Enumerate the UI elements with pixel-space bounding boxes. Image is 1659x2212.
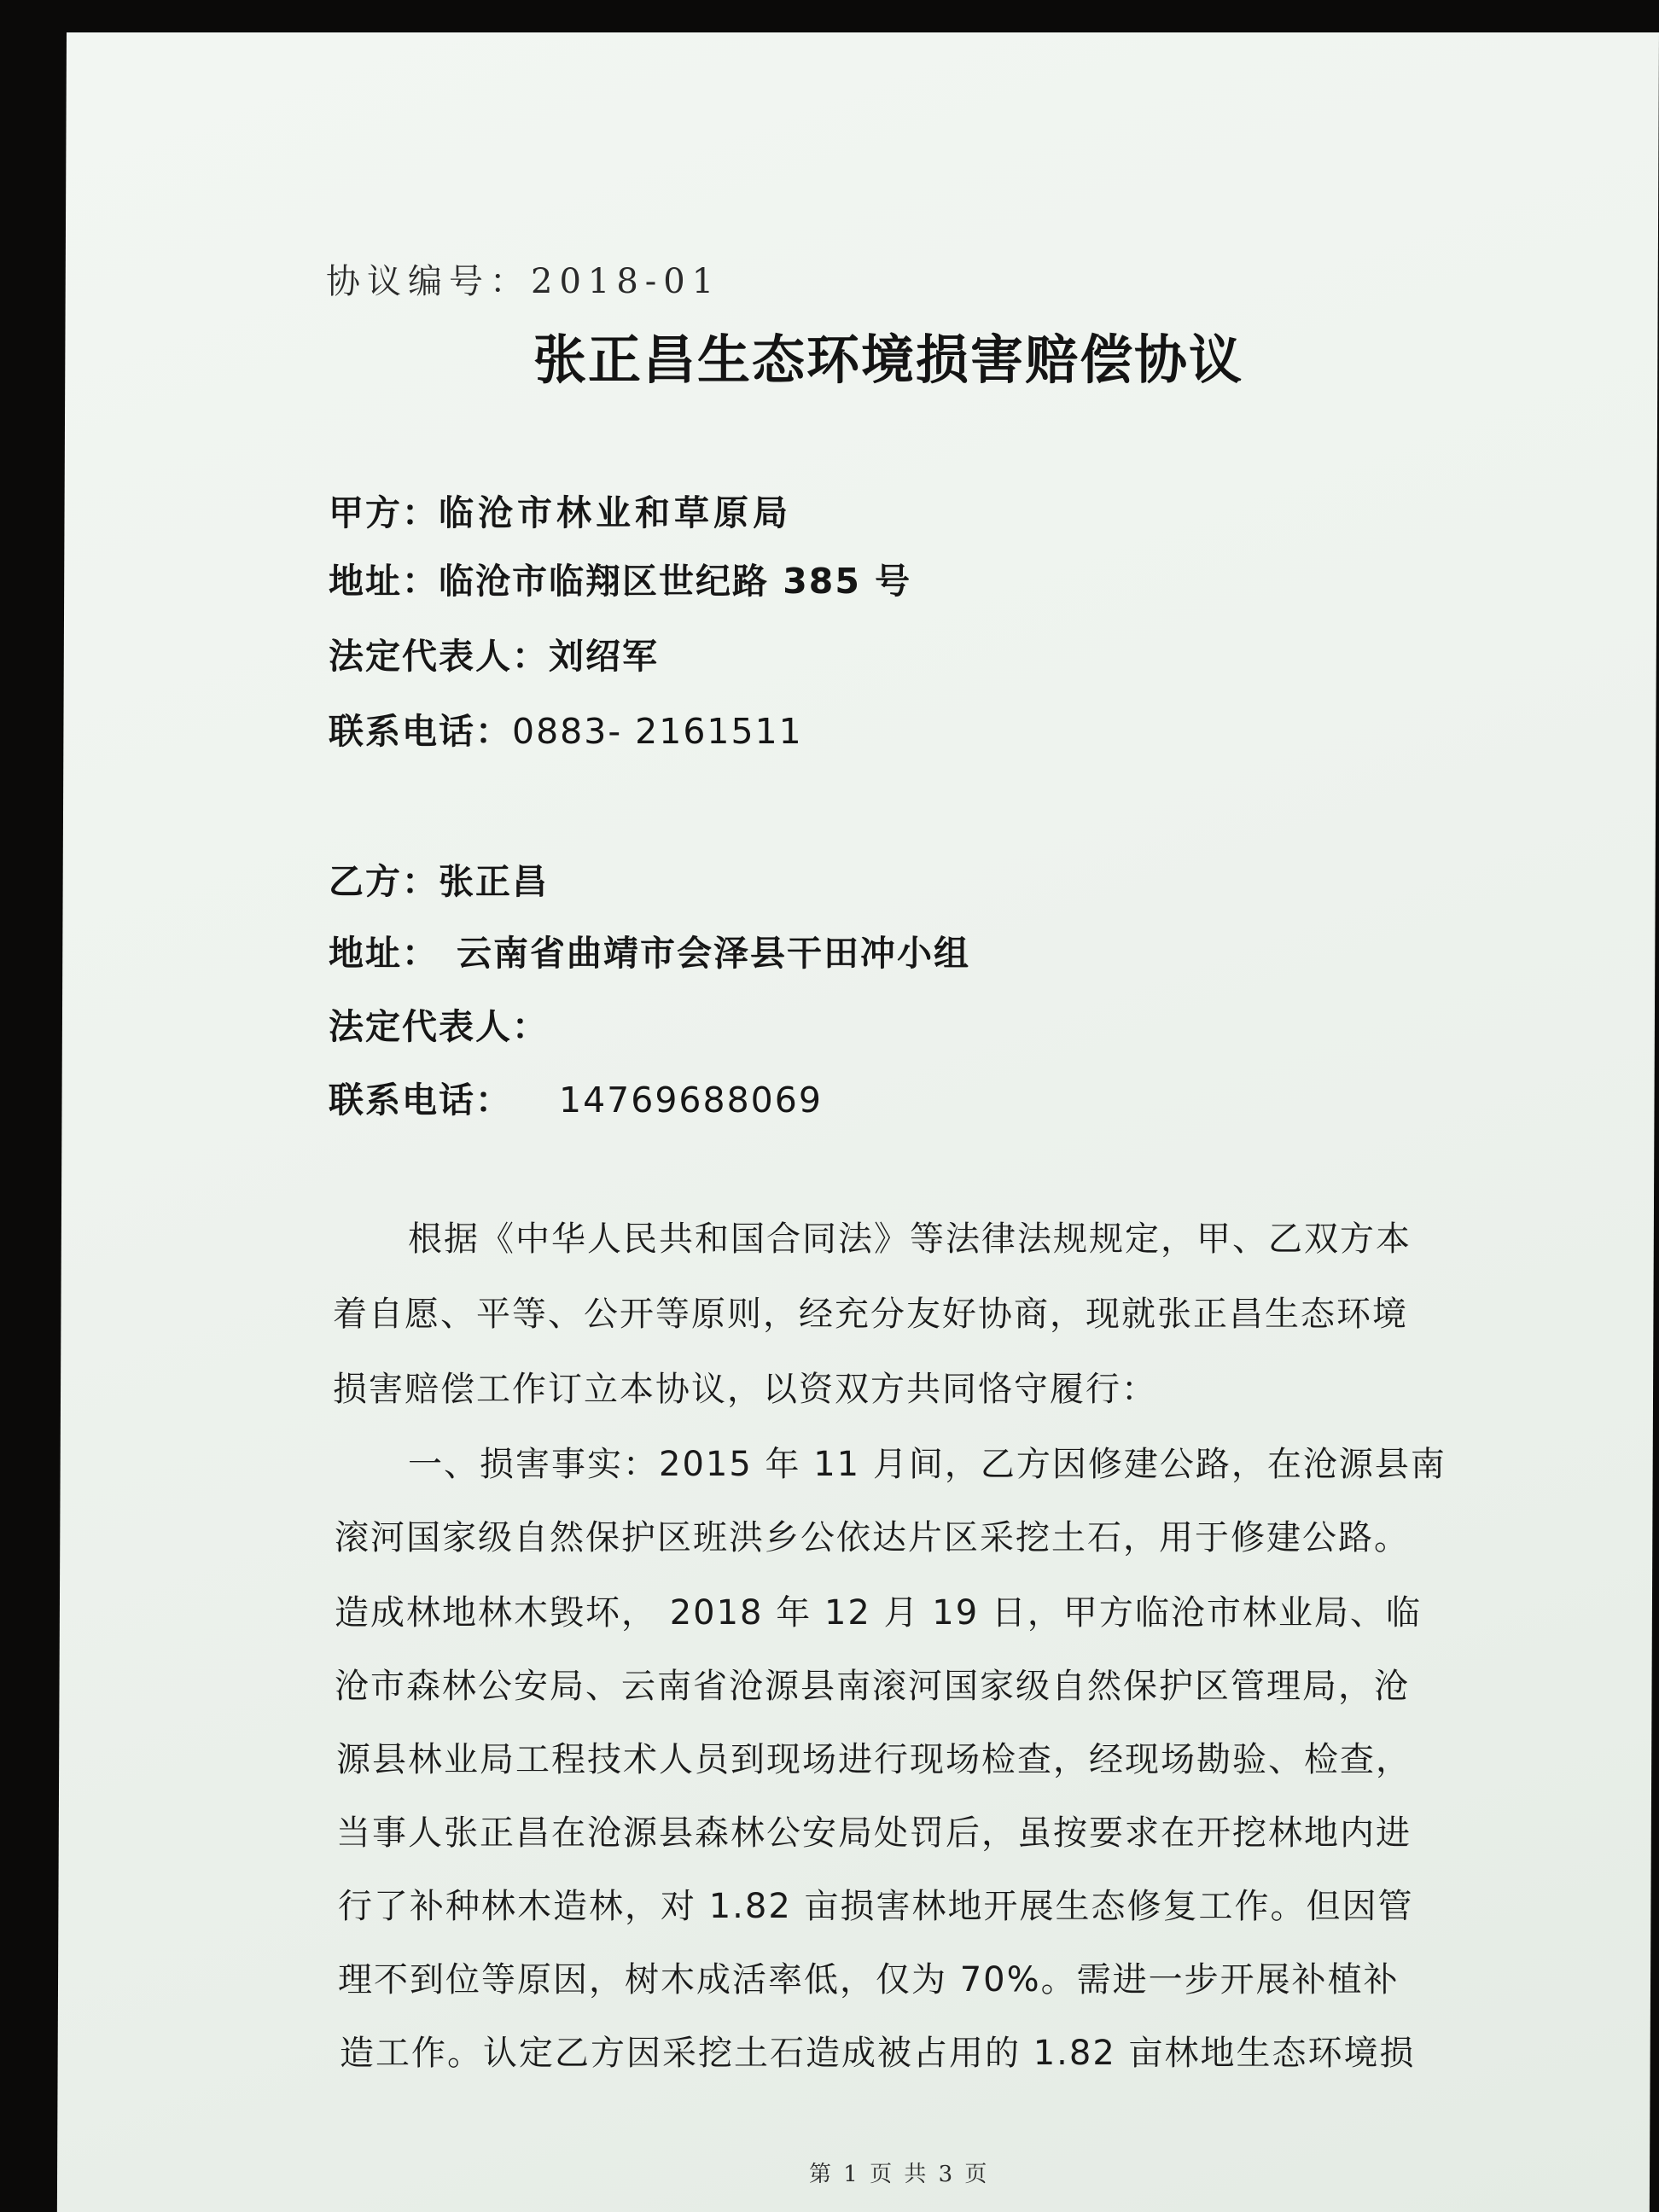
body-line: 行了补种林木造林，对 1.82 亩损害林地开展生态修复工作。但因管: [338, 1887, 1414, 1926]
party-a-phone: 0883- 2161511: [512, 711, 803, 752]
party-a-phone-label: 联系电话：: [329, 711, 512, 752]
body-line: 造成林地林木毁坏， 2018 年 12 月 19 日，甲方临沧市林业局、临: [335, 1593, 1422, 1633]
body-line: 着自愿、平等、公开等原则，经充分友好协商，现就张正昌生态环境: [333, 1295, 1408, 1334]
party-b-label: 乙方：: [329, 861, 439, 902]
body-line: 源县林业局工程技术人员到现场进行现场检查，经现场勘验、检查，: [336, 1740, 1412, 1779]
party-b-address: 云南省曲靖市会泽县干田冲小组: [457, 933, 970, 974]
party-b-address-row: [329, 925, 970, 975]
body-line: 滚河国家级自然保护区班洪乡公依达片区采挖土石，用于修建公路。: [335, 1518, 1410, 1557]
party-a-phone-row: [329, 703, 803, 754]
party-b-representative-label: 法定代表人：: [329, 1006, 549, 1047]
body-line: 造工作。认定乙方因采挖土石造成被占用的 1.82 亩林地生态环境损: [340, 2034, 1416, 2073]
body-line: 理不到位等原因，树木成活率低，仅为 70%。需进一步开展补植补: [338, 1960, 1400, 2000]
party-b-representative-row: [329, 998, 549, 1049]
party-b-row: [329, 853, 549, 904]
party-b-phone: 14769688069: [559, 1080, 823, 1121]
party-a-representative: 刘绍军: [549, 636, 659, 677]
party-a-address-label: 地址：: [329, 561, 439, 602]
party-b-name: 张正昌: [439, 861, 549, 902]
body-line: 当事人张正昌在沧源县森林公安局处罚后，虽按要求在开挖林地内进: [336, 1813, 1412, 1853]
body-line: 根据《中华人民共和国合同法》等法律法规规定，甲、乙双方本: [408, 1220, 1412, 1259]
document-title: 张正昌生态环境损害赔偿协议: [533, 329, 1244, 391]
party-a-representative-row: [329, 628, 659, 678]
body-line: 一、损害事实：2015 年 11 月间，乙方因修建公路，在沧源县南: [408, 1445, 1447, 1484]
party-a-address-row: [329, 553, 911, 603]
party-a-row: [329, 485, 792, 535]
party-a-name: 临沧市林业和草原局: [439, 492, 792, 533]
page-indicator: 第 1 页 共 3 页: [809, 2162, 990, 2187]
body-line: 损害赔偿工作订立本协议，以资双方共同恪守履行：: [333, 1370, 1157, 1409]
party-a-representative-label: 法定代表人：: [329, 636, 549, 677]
party-a-label: 甲方：: [329, 492, 439, 533]
party-b-phone-label: 联系电话：: [329, 1080, 512, 1121]
agreement-number: 协议编号：2018-01: [326, 262, 721, 301]
party-b-phone-row: [329, 1072, 823, 1122]
party-b-address-label: 地址：: [329, 933, 439, 974]
body-line: 沧市森林公安局、云南省沧源县南滚河国家级自然保护区管理局，沧: [335, 1667, 1410, 1706]
party-a-address: 临沧市临翔区世纪路 385 号: [439, 561, 912, 602]
